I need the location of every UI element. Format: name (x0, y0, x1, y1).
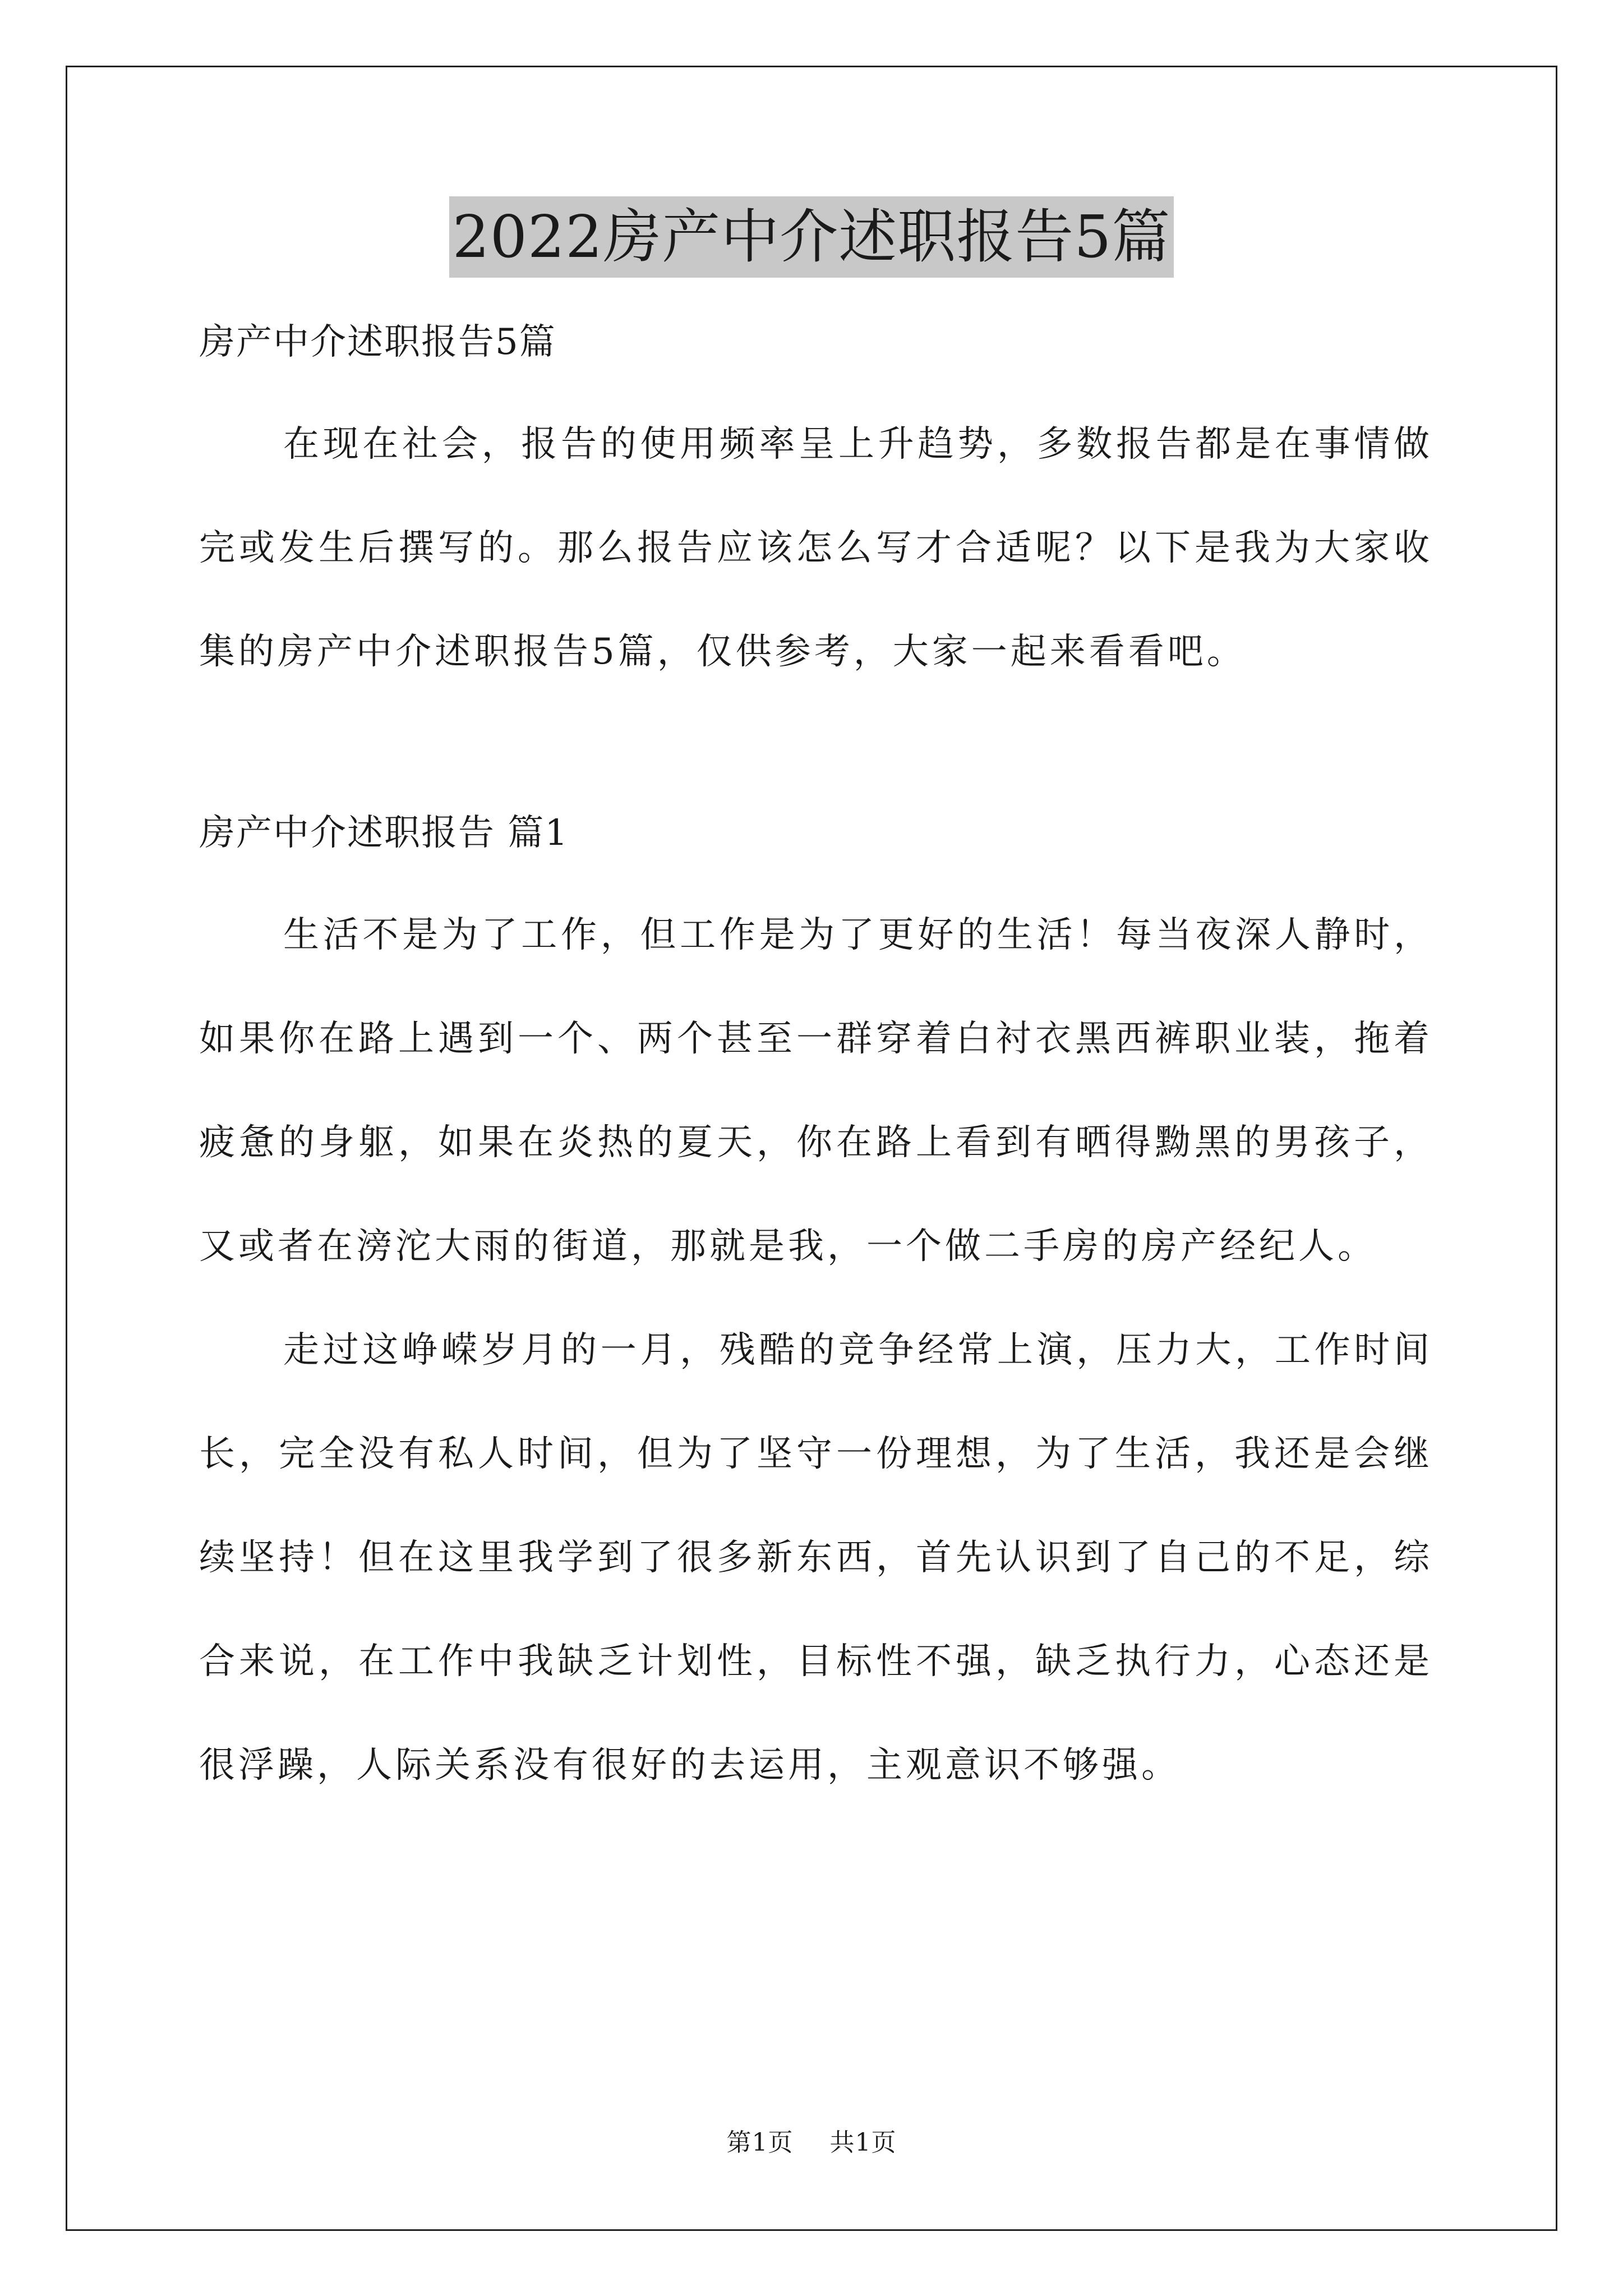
document-subtitle: 房产中介述职报告5篇 (199, 321, 556, 363)
page-footer (0, 2126, 1623, 2160)
title-container (0, 196, 1623, 278)
document-body (199, 303, 1433, 1818)
body-paragraph: 生活不是为了工作，但工作是为了更好的生活！每当夜深人静时，如果你在路上遇到一个、两个甚至一群穿着白衬衣黑西裤职业装，拖着疲惫的身躯，如果在炎热的夏天，你在路上看到有晒得黝黑的男孩子，又或者在滂沱大雨的街道，那就是我，一个做二手房的房产经纪人。 (199, 914, 1433, 1267)
section-spacer (199, 704, 1433, 777)
page-count: 共1页 (829, 2128, 897, 2157)
body-paragraph: 走过这峥嵘岁月的一月，残酷的竞争经常上演，压力大，工作时间长，完全没有私人时间，但为了坚守一份理想，为了生活，我还是会继续坚持！但在这里我学到了很多新东西，首先认识到了自己的不足，综合来说，在工作中我缺乏计划性，目标性不强，缺乏执行力，心态还是很浮躁，人际关系没有很好的去运用，主观意识不够强。 (199, 1329, 1433, 1786)
section-heading: 房产中介述职报告 篇1 (199, 812, 569, 854)
page-number: 第1页 (726, 2128, 794, 2157)
document-title: 2022房产中介述职报告5篇 (449, 196, 1174, 278)
intro-paragraph: 在现在社会，报告的使用频率呈上升趋势，多数报告都是在事情做完或发生后撰写的。那么报告应该怎么写才合适呢？以下是我为大家收集的房产中介述职报告5篇，仅供参考，大家一起来看看吧。 (199, 424, 1433, 673)
